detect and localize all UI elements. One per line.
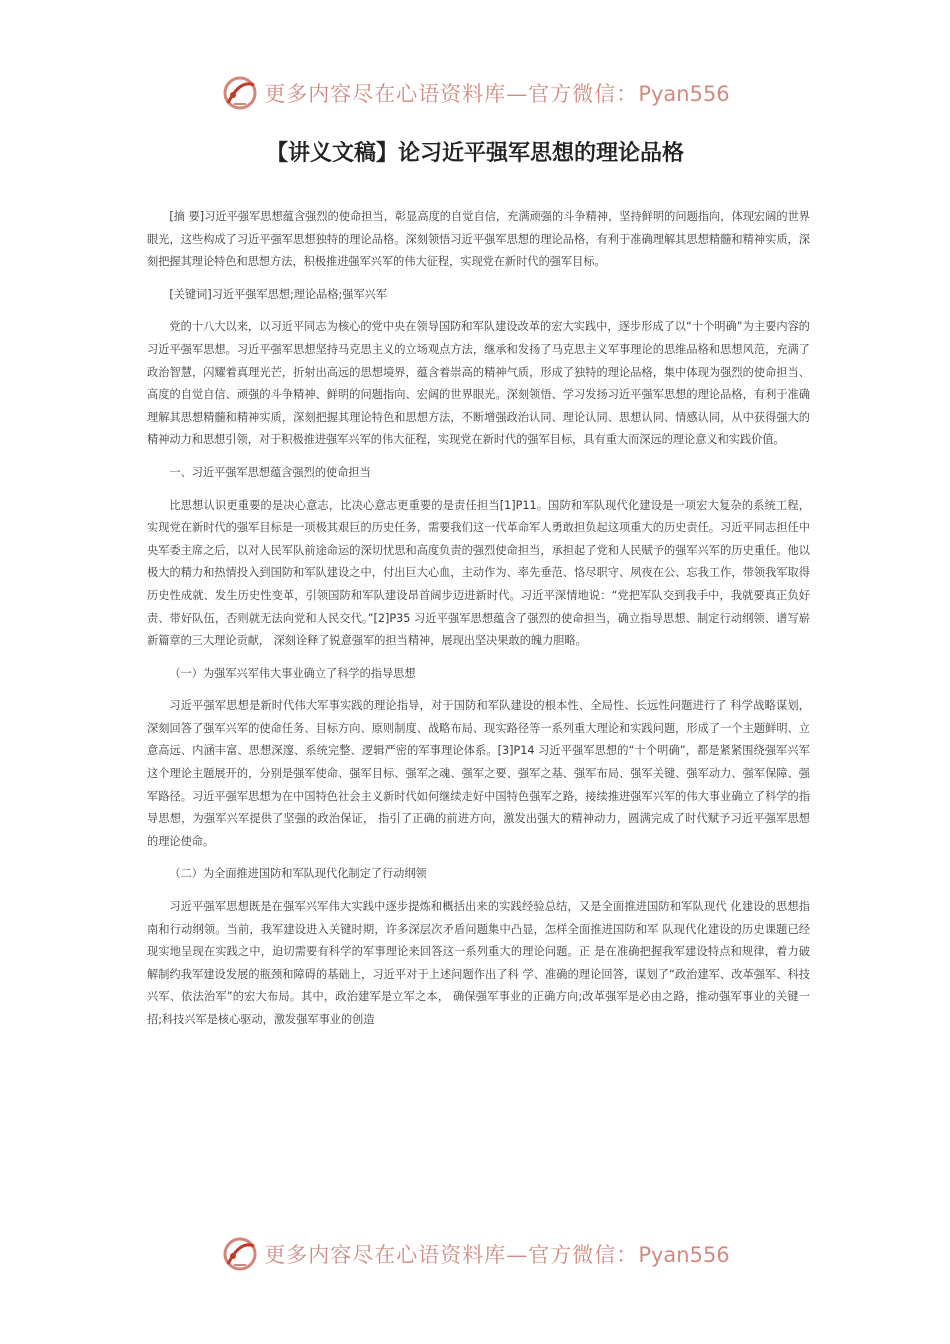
subsection-heading-1: （一）为强军兴军伟大事业确立了科学的指导思想 <box>169 666 416 680</box>
logo-icon <box>220 1234 260 1274</box>
body-paragraph: 习近平强军思想既是在强军兴军伟大实践中逐步提炼和概括出来的实践经验总结，又是全面推进国防和军队现代 化建设的思想指南和行动纲领。当前，我军建设进入关键时期，许多深层次矛盾问题集中凸显，怎样全面推进国防和军 队现代化建设的历史课题已经现实地呈现在实践之中，迫切需要有科学的军事理论来回答这一系列重大的理论问题。正 是在准确把握我军建设特点和规律，着力破解制约我军建设发展的瓶颈和障碍的基础上，习近平对于上述问题作出了科 学、准确的理论回答，谋划了“政治建军、改革强军、科技兴军、依法治军”的宏大布局。其中，政治建军是立军之本， 确保强军事业的正确方向;改革强军是必由之路，推动强军事业的关键一招;科技兴军是核心驱动，激发强军事业的创造 <box>147 900 810 1026</box>
page-title: 【讲义文稿】论习近平强军思想的理论品格 <box>265 141 684 166</box>
watermark-text: 更多内容尽在心语资料库—官方微信：Pyan556 <box>264 1243 730 1267</box>
body-paragraph: 习近平强军思想是新时代伟大军事实践的理论指导，对于国防和军队建设的根本性、全局性、长远性问题进行了 科学战略谋划，深刻回答了强军兴军的使命任务、目标方向、原则制度、战略布局、现实路径等一系列重大理论和实践问题，形成了一个主题鲜明、立意高远、内涵丰富、思想深邃、系统完整、逻辑严密的军事理论体系。[3]P14 习近平强军思想的“十个明确”，都是紧紧围绕强军兴军这个理论主题展开的，分别是强军使命、强军目标、强军之魂、强军之要、强军之基、强军布局、强军关键、强军动力、强军保障、强军路径。习近平强军思想为在中国特色社会主义新时代如何继续走好中国特色强军之路，接续推进强军兴军的伟大事业确立了科学的指导思想，为强军兴军提供了坚强的政治保证， 指引了正确的前进方向，激发出强大的精神动力，圆满完成了时代赋予习近平强军思想的理论使命。 <box>147 699 810 848</box>
abstract-paragraph: [摘 要]习近平强军思想蕴含强烈的使命担当，彰显高度的自觉自信，充满顽强的斗争精神，坚持鲜明的问题指向，体现宏阔的世界眼光，这些构成了习近平强军思想独特的理论品格。深刻领悟习近平强军思想的理论品格，有利于准确理解其思想精髓和精神实质，深刻把握其理论特色和思想方法，积极推进强军兴军的伟大征程，实现党在新时代的强军目标。 <box>147 210 810 269</box>
watermark-banner-bottom <box>0 1232 950 1276</box>
logo-icon <box>220 73 260 113</box>
document-body <box>147 206 810 1042</box>
body-paragraph: 比思想认识更重要的是决心意志，比决心意志更重要的是责任担当[1]P11。国防和军队现代化建设是一项宏大复杂的系统工程，实现党在新时代的强军目标是一项极其艰巨的历史任务，需要我们这一代革命军人勇敢担负起这项重大的历史责任。习近平同志担任中央军委主席之后，以对人民军队前途命运的深切忧思和高度负责的强烈使命担当，承担起了党和人民赋予的强军兴军的历史重任。他以极大的精力和热情投入到国防和军队建设之中，付出巨大心血，主动作为、率先垂范、恪尽职守、夙夜在公、忘我工作，带领我军取得历史性成就、发生历史性变革，引领国防和军队建设昂首阔步迈进新时代。习近平深情地说：“党把军队交到我手中，我就要真正负好责、带好队伍，否则就无法向党和人民交代。”[2]P35 习近平强军思想蕴含了强烈的使命担当，确立指导思想、制定行动纲领、谱写崭新篇章的三大理论贡献， 深刻诠释了锐意强军的担当精神，展现出坚决果敢的魄力胆略。 <box>147 498 810 648</box>
subsection-heading-2: （二）为全面推进国防和军队现代化制定了行动纲领 <box>169 867 427 881</box>
watermark-banner-top <box>0 71 950 115</box>
section-heading-1: 一、习近平强军思想蕴含强烈的使命担当 <box>169 465 371 479</box>
watermark-text: 更多内容尽在心语资料库—官方微信：Pyan556 <box>264 82 730 106</box>
keywords-paragraph: [关键词]习近平强军思想;理论品格;强军兴军 <box>169 287 388 301</box>
intro-paragraph: 党的十八大以来，以习近平同志为核心的党中央在领导国防和军队建设改革的宏大实践中，逐步形成了以“十个明确”为主要内容的习近平强军思想。习近平强军思想坚持马克思主义的立场观点方法，继承和发扬了马克思主义军事理论的思维品格和思想风范，充满了政治智慧，闪耀着真理光芒，折射出高远的思想境界，蕴含着崇高的精神气质，形成了独特的理论品格，集中体现为强烈的使命担当、高度的自觉自信、顽强的斗争精神、鲜明的问题指向、宏阔的世界眼光。深刻领悟、学习发扬习近平强军思想的理论品格，有利于准确理解其思想精髓和精神实质，深刻把握其理论特色和思想方法，不断增强政治认同、理论认同、思想认同、情感认同，从中获得强大的精神动力和思想引领，对于积极推进强军兴军的伟大征程，实现党在新时代的强军目标，具有重大而深远的理论意义和实践价值。 <box>147 320 810 447</box>
